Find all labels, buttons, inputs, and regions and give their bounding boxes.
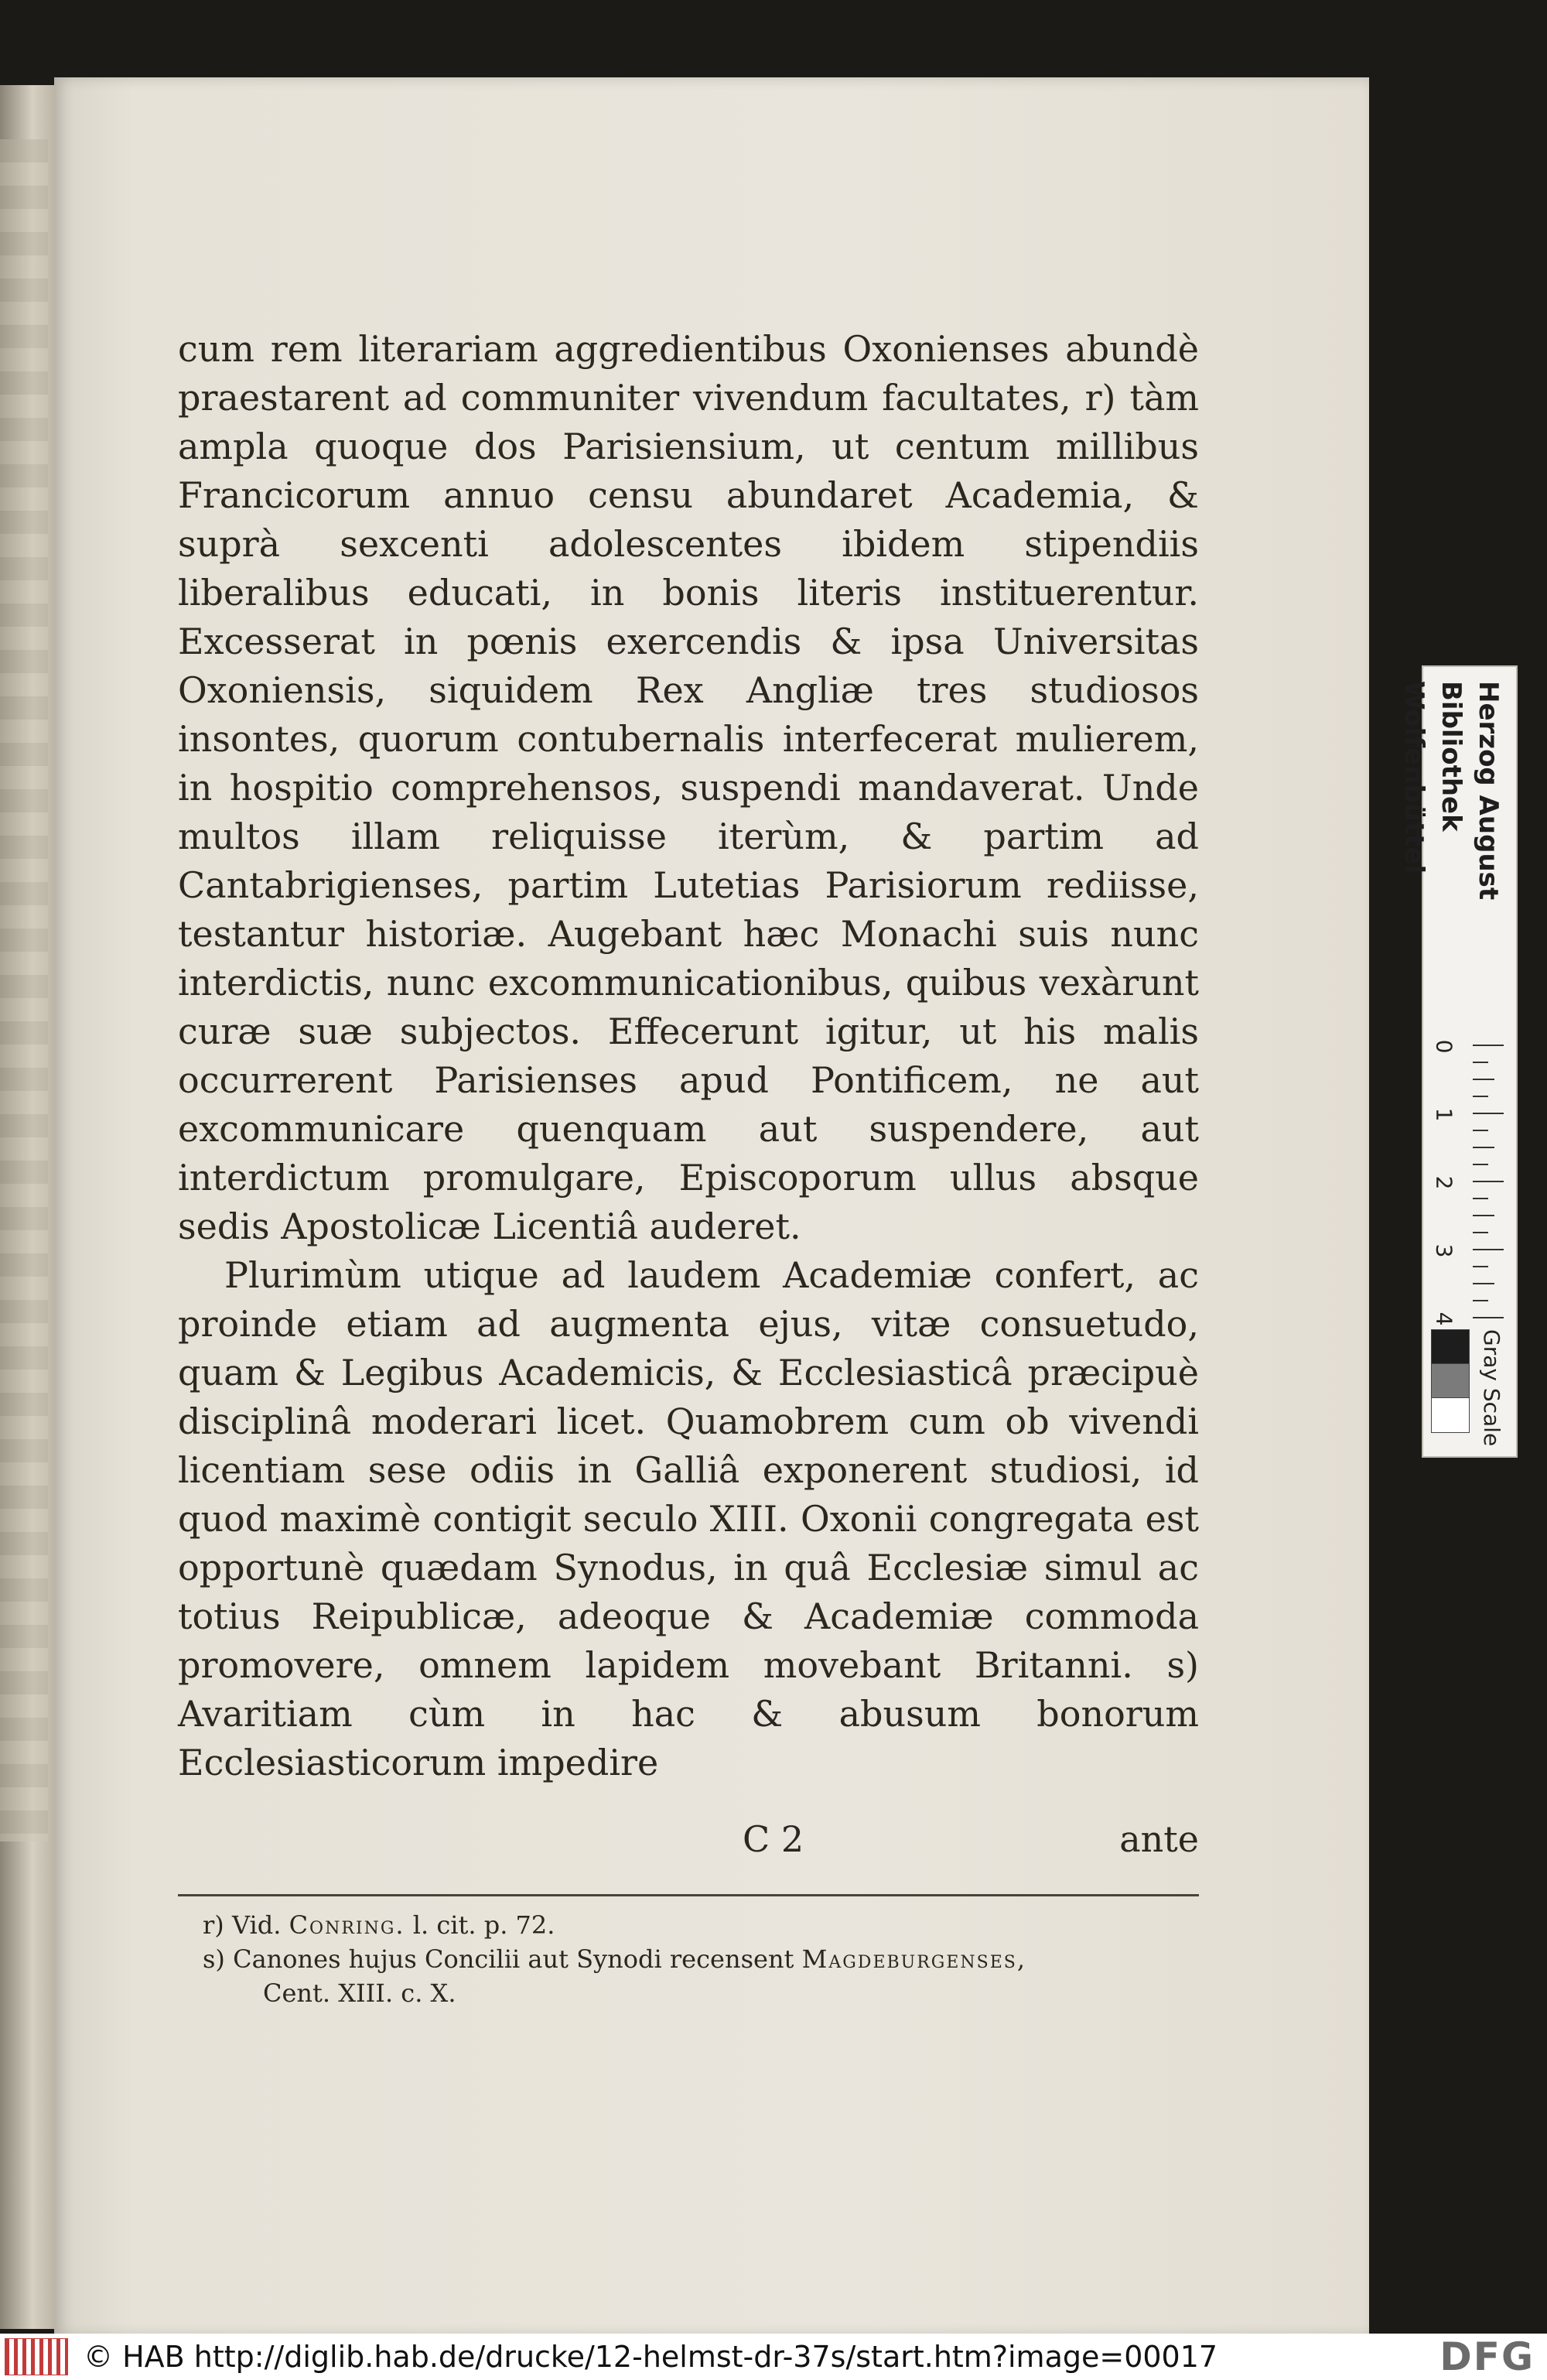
footnotes: [203, 1908, 1200, 2010]
signature-line: [178, 1818, 1199, 1872]
footnote-s-authors: Magdeburgenses,: [801, 1944, 1027, 1974]
ruler-tick: [1473, 1096, 1488, 1097]
ruler-tick: [1473, 1130, 1488, 1131]
target-title-line1: Herzog August Bibliothek: [1436, 681, 1504, 901]
ruler-tick: [1473, 1215, 1494, 1216]
footnote-r-label: r) Vid.: [203, 1910, 282, 1940]
ruler-tick: [1473, 1164, 1488, 1165]
ruler-tick: [1473, 1283, 1494, 1284]
ruler-tick: [1473, 1079, 1494, 1080]
ruler-number-0: 0: [1431, 1039, 1457, 1054]
footnote-r-author: Conring.: [289, 1910, 405, 1940]
left-page-text-bleed: [0, 139, 48, 1841]
signature-mark: C 2: [743, 1818, 804, 1860]
color-target-title: [1398, 681, 1507, 1045]
footer-url-text[interactable]: © HAB http://diglib.hab.de/drucke/12-helmst-dr-37s/start.htm?image=00017: [84, 2340, 1218, 2374]
ruler-number-2: 2: [1431, 1175, 1457, 1190]
ruler-tick: [1473, 1249, 1504, 1250]
ruler-number-1: 1: [1431, 1107, 1457, 1122]
dfg-logo-icon: DFG: [1439, 2334, 1535, 2379]
main-text: [178, 325, 1199, 1787]
ruler-scale: [1428, 1039, 1508, 1326]
ruler-number-3: 3: [1431, 1243, 1457, 1258]
gray-swatch-black: [1431, 1329, 1470, 1365]
ruler-tick: [1473, 1113, 1504, 1114]
gray-swatch-mid: [1431, 1363, 1470, 1399]
ruler-tick: [1473, 1232, 1488, 1233]
ruler-tick: [1473, 1198, 1488, 1199]
paragraph-1: cum rem literariam aggredientibus Oxonienses abundè praestarent ad communiter vivendum facultates, r) tàm ampla quoque dos Parisiensium, ut centum millibus Francicorum annuo censu abundaret Academia, & suprà sexcenti adolescentes ibidem stipendiis liberalibus educati, in bonis literis instituerentur. Excesserat in pœnis exercendis & ipsa Universitas Oxoniensis, siquidem Rex Angliæ tres studiosos insontes, quorum contubernalis interfecerat mulierem, in hospitio comprehensos, suspendi mandaverat. Unde multos illam reliquisse iterùm, & partim ad Cantabrigienses, partim Lutetias Parisiorum rediisse, testantur historiæ. Augebant hæc Monachi suis nunc interdictis, nunc excommunicationibus, quibus vexàrunt curæ suæ subjectos. Effecerunt igitur, ut his malis occurrerent Parisienses apud Pontificem, ne aut excommunicare quenquam aut suspendere, aut interdictum promulgare, Episcoporum ullus absque sedis Apostolicæ Licentiâ auderet.: [178, 328, 1199, 1247]
footnote-r-ref: l. cit. p. 72.: [412, 1910, 555, 1940]
paragraph-2: Plurimùm utique ad laudem Academiæ confert, ac proinde etiam ad augmenta ejus, vitæ consuetudo, quam & Legibus Academicis, & Ecclesiasticâ præcipuè disciplinâ moderari licet. Quamobrem cum ob vivendi licentiam sese odiis in Galliâ exponerent studiosi, id quod maximè contigit seculo XIII. Oxonii congregata est opportunè quædam Synodus, in quâ Ecclesiæ simul ac totius Reipublicæ, adeoque & Academiæ commoda promovere, omnem lapidem movebant Britanni. s) Avaritiam cùm in hac & abusum bonorum Ecclesiasticorum impedire: [178, 1254, 1199, 1783]
footnote-r: [203, 1908, 1200, 1942]
footnote-s-continuation: Cent. XIII. c. X.: [263, 1978, 456, 2008]
hab-logo-icon: [5, 2338, 68, 2375]
target-title-line2: Wolfenbüttel: [1398, 681, 1429, 874]
grayscale-label: Gray Scale: [1479, 1329, 1504, 1447]
ruler-tick: [1473, 1317, 1504, 1318]
gray-swatch-white: [1431, 1397, 1470, 1433]
ruler-tick: [1473, 1266, 1488, 1267]
ruler-number-4: 4: [1431, 1311, 1457, 1326]
ruler-tick: [1473, 1045, 1504, 1046]
footnote-s: [203, 1942, 1200, 1976]
footnote-divider: [178, 1894, 1199, 1896]
ruler-tick: [1473, 1181, 1504, 1182]
ruler-tick: [1473, 1300, 1488, 1301]
footnote-s-text: s) Canones hujus Concilii aut Synodi recensent: [203, 1944, 794, 1974]
ruler-tick: [1473, 1147, 1494, 1148]
footer-bar: [0, 2334, 1547, 2380]
catchword: ante: [1119, 1818, 1199, 1860]
ruler-tick: [1473, 1062, 1488, 1063]
